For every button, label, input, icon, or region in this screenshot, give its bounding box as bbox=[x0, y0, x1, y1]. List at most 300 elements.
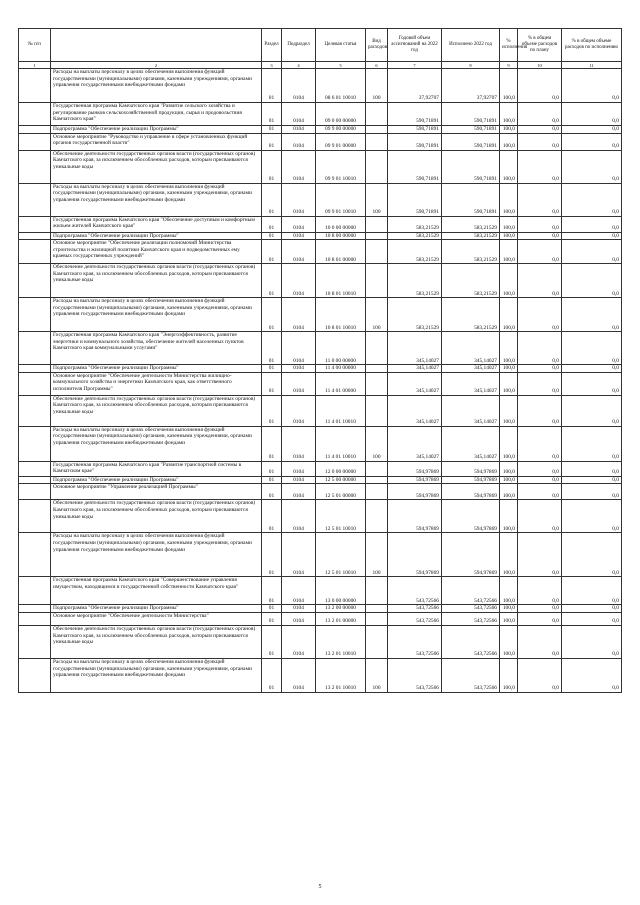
execution-percent-cell: 100,0 bbox=[500, 133, 518, 150]
target-article-cell: 11 4 01 10010 bbox=[316, 395, 366, 426]
share-executed-cell: 0,0 bbox=[562, 103, 622, 126]
budget-table bbox=[18, 28, 622, 693]
execution-percent-cell: 100,0 bbox=[500, 426, 518, 461]
execution-percent-cell: 100,0 bbox=[500, 395, 518, 426]
share-executed-cell: 0,0 bbox=[562, 395, 622, 426]
item-name-cell: Основное мероприятие "Управление реализацией Программы" bbox=[51, 484, 262, 500]
section-cell: 01 bbox=[262, 133, 282, 150]
row-index-cell bbox=[19, 625, 51, 658]
row-index-cell bbox=[19, 126, 51, 134]
row-index-cell bbox=[19, 533, 51, 577]
share-plan-cell: 0,0 bbox=[518, 533, 562, 577]
share-executed-cell: 0,0 bbox=[562, 126, 622, 134]
target-article-cell: 13 2 01 10010 bbox=[316, 658, 366, 692]
column-number: 3 bbox=[262, 62, 282, 69]
share-executed-cell: 0,0 bbox=[562, 484, 622, 500]
header-cell: Годовой объем ассигнований на 2022 год bbox=[388, 29, 442, 62]
subsection-cell: 0104 bbox=[282, 69, 316, 103]
expense-type-cell bbox=[366, 612, 388, 625]
section-cell: 01 bbox=[262, 461, 282, 476]
item-name-cell: Расходы на выплаты персоналу в целях обеспечения выполнения функций государственными (муниципальными) органами, казенными учреждениями, органами управления государственными внебюджетными фондами bbox=[51, 658, 262, 692]
annual-plan-cell: 590,71891 bbox=[388, 126, 442, 134]
share-executed-cell: 0,0 bbox=[562, 612, 622, 625]
share-plan-cell: 0,0 bbox=[518, 658, 562, 692]
subsection-cell: 0104 bbox=[282, 605, 316, 613]
table-row bbox=[19, 264, 622, 298]
execution-percent-cell: 100,0 bbox=[500, 332, 518, 365]
item-name-cell: Расходы на выплаты персоналу в целях обеспечения выполнения функций государственными (муниципальными) органами, казенными учреждениями, органами управления государственными внебюджетными фондами bbox=[51, 69, 262, 103]
table-row bbox=[19, 500, 622, 533]
section-cell: 01 bbox=[262, 612, 282, 625]
execution-percent-cell: 100,0 bbox=[500, 69, 518, 103]
column-number: 6 bbox=[366, 62, 388, 69]
share-plan-cell: 0,0 bbox=[518, 126, 562, 134]
executed-cell: 590,71891 bbox=[442, 126, 500, 134]
expense-type-cell bbox=[366, 150, 388, 183]
executed-cell: 583,21529 bbox=[442, 298, 500, 332]
subsection-cell: 0104 bbox=[282, 216, 316, 232]
subsection-cell: 0104 bbox=[282, 372, 316, 395]
share-executed-cell: 0,0 bbox=[562, 533, 622, 577]
share-executed-cell: 0,0 bbox=[562, 240, 622, 264]
row-index-cell bbox=[19, 133, 51, 150]
table-row bbox=[19, 365, 622, 373]
table-row bbox=[19, 232, 622, 240]
subsection-cell: 0104 bbox=[282, 395, 316, 426]
share-executed-cell: 0,0 bbox=[562, 605, 622, 613]
table-row bbox=[19, 426, 622, 461]
item-name-cell: Государственная программа Камчатского края "Обеспечение доступным и комфортным жильем жителей Камчатского края" bbox=[51, 216, 262, 232]
table-row bbox=[19, 395, 622, 426]
item-name-cell: Основное мероприятие "Обеспечение деятельности Министерства" bbox=[51, 612, 262, 625]
item-name-cell: Государственная программа Камчатского края "Развитие транспортной системы в Камчатском крае" bbox=[51, 461, 262, 476]
row-index-cell bbox=[19, 298, 51, 332]
row-index-cell bbox=[19, 150, 51, 183]
table-row bbox=[19, 298, 622, 332]
share-executed-cell: 0,0 bbox=[562, 365, 622, 373]
executed-cell: 345,14027 bbox=[442, 372, 500, 395]
share-executed-cell: 0,0 bbox=[562, 577, 622, 605]
header-cell: Подраздел bbox=[282, 29, 316, 62]
section-cell: 01 bbox=[262, 500, 282, 533]
annual-plan-cell: 583,21529 bbox=[388, 216, 442, 232]
executed-cell: 590,71891 bbox=[442, 103, 500, 126]
table-row bbox=[19, 103, 622, 126]
share-plan-cell: 0,0 bbox=[518, 605, 562, 613]
expense-type-cell: 100 bbox=[366, 426, 388, 461]
share-plan-cell: 0,0 bbox=[518, 216, 562, 232]
header-cell: № п/п bbox=[19, 29, 51, 62]
share-executed-cell: 0,0 bbox=[562, 372, 622, 395]
expense-type-cell bbox=[366, 126, 388, 134]
section-cell: 01 bbox=[262, 183, 282, 216]
section-cell: 01 bbox=[262, 240, 282, 264]
annual-plan-cell: 594,97869 bbox=[388, 461, 442, 476]
annual-plan-cell: 543,72566 bbox=[388, 625, 442, 658]
column-number: 5 bbox=[316, 62, 366, 69]
expense-type-cell bbox=[366, 476, 388, 484]
row-index-cell bbox=[19, 476, 51, 484]
column-number: 1 bbox=[19, 62, 51, 69]
subsection-cell: 0104 bbox=[282, 133, 316, 150]
target-article-cell: 12 5 00 00000 bbox=[316, 476, 366, 484]
execution-percent-cell: 100,0 bbox=[500, 577, 518, 605]
row-index-cell bbox=[19, 461, 51, 476]
section-cell: 01 bbox=[262, 365, 282, 373]
share-executed-cell: 0,0 bbox=[562, 216, 622, 232]
table-row bbox=[19, 150, 622, 183]
target-article-cell: 10 8 01 10010 bbox=[316, 298, 366, 332]
item-name-cell: Расходы на выплаты персоналу в целях обеспечения выполнения функций государственными (муниципальными) органами, казенными учреждениями, органами управления государственными внебюджетными фондами bbox=[51, 298, 262, 332]
subsection-cell: 0104 bbox=[282, 298, 316, 332]
execution-percent-cell: 100,0 bbox=[500, 264, 518, 298]
row-index-cell bbox=[19, 103, 51, 126]
target-article-cell: 10 8 01 00000 bbox=[316, 240, 366, 264]
execution-percent-cell: 100,0 bbox=[500, 240, 518, 264]
subsection-cell: 0104 bbox=[282, 183, 316, 216]
target-article-cell: 12 5 01 10010 bbox=[316, 500, 366, 533]
subsection-cell: 0104 bbox=[282, 612, 316, 625]
share-executed-cell: 0,0 bbox=[562, 461, 622, 476]
execution-percent-cell: 100,0 bbox=[500, 183, 518, 216]
execution-percent-cell: 100,0 bbox=[500, 103, 518, 126]
header-cell: Раздел bbox=[262, 29, 282, 62]
subsection-cell: 0104 bbox=[282, 577, 316, 605]
expense-type-cell bbox=[366, 365, 388, 373]
share-executed-cell: 0,0 bbox=[562, 476, 622, 484]
item-name-cell: Расходы на выплаты персоналу в целях обеспечения выполнения функций государственными (муниципальными) органами, казенными учреждениями, органами управления государственными внебюджетными фондами bbox=[51, 533, 262, 577]
execution-percent-cell: 100,0 bbox=[500, 476, 518, 484]
subsection-cell: 0104 bbox=[282, 533, 316, 577]
table-row bbox=[19, 533, 622, 577]
annual-plan-cell: 583,21529 bbox=[388, 264, 442, 298]
item-name-cell: Обеспечение деятельности государственных органов власти (государственных органов) Камчатского края, за исключением обособленных расходов, которым присваиваются уникальные коды bbox=[51, 395, 262, 426]
table-row bbox=[19, 461, 622, 476]
annual-plan-cell: 345,14027 bbox=[388, 365, 442, 373]
column-number: 8 bbox=[442, 62, 500, 69]
section-cell: 01 bbox=[262, 372, 282, 395]
column-number: 9 bbox=[500, 62, 518, 69]
share-executed-cell: 0,0 bbox=[562, 183, 622, 216]
execution-percent-cell: 100,0 bbox=[500, 150, 518, 183]
expense-type-cell bbox=[366, 332, 388, 365]
share-executed-cell: 0,0 bbox=[562, 500, 622, 533]
executed-cell: 543,72566 bbox=[442, 577, 500, 605]
row-index-cell bbox=[19, 264, 51, 298]
table-row bbox=[19, 612, 622, 625]
row-index-cell bbox=[19, 395, 51, 426]
executed-cell: 583,21529 bbox=[442, 240, 500, 264]
expense-type-cell: 100 bbox=[366, 658, 388, 692]
target-article-cell: 08 6 01 10010 bbox=[316, 69, 366, 103]
table-row bbox=[19, 476, 622, 484]
share-plan-cell: 0,0 bbox=[518, 484, 562, 500]
table-header-row bbox=[19, 29, 622, 62]
subsection-cell: 0104 bbox=[282, 476, 316, 484]
subsection-cell: 0104 bbox=[282, 500, 316, 533]
table-row bbox=[19, 484, 622, 500]
row-index-cell bbox=[19, 365, 51, 373]
target-article-cell: 13 2 01 10010 bbox=[316, 625, 366, 658]
item-name-cell: Основное мероприятие "Руководство и управление в сфере установленных функций органов государственной власти" bbox=[51, 133, 262, 150]
executed-cell: 583,21529 bbox=[442, 264, 500, 298]
subsection-cell: 0104 bbox=[282, 625, 316, 658]
annual-plan-cell: 594,97869 bbox=[388, 500, 442, 533]
share-plan-cell: 0,0 bbox=[518, 612, 562, 625]
target-article-cell: 13 2 00 00000 bbox=[316, 605, 366, 613]
target-article-cell: 09 9 01 10010 bbox=[316, 150, 366, 183]
subsection-cell: 0104 bbox=[282, 332, 316, 365]
annual-plan-cell: 583,21529 bbox=[388, 298, 442, 332]
annual-plan-cell: 543,72566 bbox=[388, 605, 442, 613]
target-article-cell: 09 9 01 00000 bbox=[316, 133, 366, 150]
target-article-cell: 11 4 00 00000 bbox=[316, 365, 366, 373]
expense-type-cell bbox=[366, 216, 388, 232]
row-index-cell bbox=[19, 426, 51, 461]
header-cell: Вид расходов bbox=[366, 29, 388, 62]
annual-plan-cell: 594,97869 bbox=[388, 533, 442, 577]
execution-percent-cell: 100,0 bbox=[500, 298, 518, 332]
row-index-cell bbox=[19, 332, 51, 365]
share-executed-cell: 0,0 bbox=[562, 332, 622, 365]
share-plan-cell: 0,0 bbox=[518, 395, 562, 426]
table-row bbox=[19, 605, 622, 613]
item-name-cell: Обеспечение деятельности государственных органов власти (государственных органов) Камчатского края, за исключением обособленных расходов, которым присваиваются уникальные коды bbox=[51, 625, 262, 658]
row-index-cell bbox=[19, 484, 51, 500]
header-cell bbox=[51, 29, 262, 62]
execution-percent-cell: 100,0 bbox=[500, 605, 518, 613]
section-cell: 01 bbox=[262, 264, 282, 298]
expense-type-cell bbox=[366, 232, 388, 240]
expense-type-cell bbox=[366, 500, 388, 533]
expense-type-cell bbox=[366, 484, 388, 500]
subsection-cell: 0104 bbox=[282, 484, 316, 500]
target-article-cell: 11 4 01 00000 bbox=[316, 372, 366, 395]
annual-plan-cell: 543,72566 bbox=[388, 658, 442, 692]
share-executed-cell: 0,0 bbox=[562, 264, 622, 298]
subsection-cell: 0104 bbox=[282, 264, 316, 298]
execution-percent-cell: 100,0 bbox=[500, 126, 518, 134]
execution-percent-cell: 100,0 bbox=[500, 625, 518, 658]
annual-plan-cell: 543,72566 bbox=[388, 612, 442, 625]
subsection-cell: 0104 bbox=[282, 365, 316, 373]
section-cell: 01 bbox=[262, 395, 282, 426]
subsection-cell: 0104 bbox=[282, 240, 316, 264]
share-executed-cell: 0,0 bbox=[562, 150, 622, 183]
expense-type-cell: 100 bbox=[366, 183, 388, 216]
item-name-cell: Основное мероприятие "Обеспечение деятельности Министерства жилищно-коммунального хозяйства и энергетики Камчатского края, как ответственного исполнителя Программы" bbox=[51, 372, 262, 395]
share-executed-cell: 0,0 bbox=[562, 625, 622, 658]
item-name-cell: Обеспечение деятельности государственных органов власти (государственных органов) Камчатского края, за исключением обособленных расходов, которым присваиваются уникальные коды bbox=[51, 150, 262, 183]
item-name-cell: Государственная программа Камчатского края "Энергоэффективность, развитие энергетики и коммунального хозяйства, обеспечение жителей населенных пунктов Камчатского края коммунальными услугами" bbox=[51, 332, 262, 365]
executed-cell: 590,71891 bbox=[442, 183, 500, 216]
item-name-cell: Расходы на выплаты персоналу в целях обеспечения выполнения функций государственными (муниципальными) органами, казенными учреждениями, органами управления государственными внебюджетными фондами bbox=[51, 183, 262, 216]
annual-plan-cell: 37,92707 bbox=[388, 69, 442, 103]
expense-type-cell bbox=[366, 625, 388, 658]
target-article-cell: 09 9 00 00000 bbox=[316, 126, 366, 134]
item-name-cell: Обеспечение деятельности государственных органов власти (государственных органов) Камчатского края, за исключением обособленных расходов, которым присваиваются уникальные коды bbox=[51, 264, 262, 298]
expense-type-cell bbox=[366, 395, 388, 426]
annual-plan-cell: 590,71891 bbox=[388, 150, 442, 183]
executed-cell: 543,72566 bbox=[442, 612, 500, 625]
item-name-cell: Подпрограмма "Обеспечение реализации Программы" bbox=[51, 126, 262, 134]
share-plan-cell: 0,0 bbox=[518, 232, 562, 240]
target-article-cell: 09 0 00 00000 bbox=[316, 103, 366, 126]
table-row bbox=[19, 126, 622, 134]
expense-type-cell bbox=[366, 605, 388, 613]
executed-cell: 583,21529 bbox=[442, 232, 500, 240]
executed-cell: 594,97869 bbox=[442, 500, 500, 533]
target-article-cell: 10 8 00 00000 bbox=[316, 232, 366, 240]
table-row bbox=[19, 372, 622, 395]
column-number: 7 bbox=[388, 62, 442, 69]
subsection-cell: 0104 bbox=[282, 232, 316, 240]
table-row bbox=[19, 133, 622, 150]
item-name-cell: Основное мероприятие "Обеспечение реализации полномочий Министерства строительства и жилищной политики Камчатского края и подведомственных ему краевых государственных учреждений" bbox=[51, 240, 262, 264]
share-plan-cell: 0,0 bbox=[518, 298, 562, 332]
share-plan-cell: 0,0 bbox=[518, 577, 562, 605]
target-article-cell: 13 0 00 00000 bbox=[316, 577, 366, 605]
execution-percent-cell: 100,0 bbox=[500, 232, 518, 240]
subsection-cell: 0104 bbox=[282, 658, 316, 692]
table-row bbox=[19, 240, 622, 264]
section-cell: 01 bbox=[262, 484, 282, 500]
share-plan-cell: 0,0 bbox=[518, 133, 562, 150]
annual-plan-cell: 590,71891 bbox=[388, 103, 442, 126]
item-name-cell: Подпрограмма "Обеспечение реализации Программы" bbox=[51, 476, 262, 484]
section-cell: 01 bbox=[262, 126, 282, 134]
executed-cell: 594,97869 bbox=[442, 484, 500, 500]
section-cell: 01 bbox=[262, 69, 282, 103]
table-row bbox=[19, 332, 622, 365]
item-name-cell: Обеспечение деятельности государственных органов власти (государственных органов) Камчатского края, за исключением обособленных расходов, которым присваиваются уникальные коды bbox=[51, 500, 262, 533]
executed-cell: 590,71891 bbox=[442, 150, 500, 183]
executed-cell: 594,97869 bbox=[442, 533, 500, 577]
execution-percent-cell: 100,0 bbox=[500, 484, 518, 500]
executed-cell: 345,14027 bbox=[442, 395, 500, 426]
execution-percent-cell: 100,0 bbox=[500, 533, 518, 577]
target-article-cell: 12 0 00 00000 bbox=[316, 461, 366, 476]
execution-percent-cell: 100,0 bbox=[500, 658, 518, 692]
section-cell: 01 bbox=[262, 298, 282, 332]
executed-cell: 345,14027 bbox=[442, 426, 500, 461]
annual-plan-cell: 590,71891 bbox=[388, 183, 442, 216]
row-index-cell bbox=[19, 612, 51, 625]
section-cell: 01 bbox=[262, 605, 282, 613]
execution-percent-cell: 100,0 bbox=[500, 612, 518, 625]
row-index-cell bbox=[19, 232, 51, 240]
share-plan-cell: 0,0 bbox=[518, 332, 562, 365]
section-cell: 01 bbox=[262, 426, 282, 461]
execution-percent-cell: 100,0 bbox=[500, 372, 518, 395]
subsection-cell: 0104 bbox=[282, 461, 316, 476]
expense-type-cell bbox=[366, 372, 388, 395]
header-cell: % исполнения bbox=[500, 29, 518, 62]
row-index-cell bbox=[19, 216, 51, 232]
item-name-cell: Расходы на выплаты персоналу в целях обеспечения выполнения функций государственными (муниципальными) органами, казенными учреждениями, органами управления государственными внебюджетными фондами bbox=[51, 426, 262, 461]
expense-type-cell bbox=[366, 133, 388, 150]
section-cell: 01 bbox=[262, 232, 282, 240]
share-plan-cell: 0,0 bbox=[518, 476, 562, 484]
section-cell: 01 bbox=[262, 216, 282, 232]
row-index-cell bbox=[19, 183, 51, 216]
subsection-cell: 0104 bbox=[282, 103, 316, 126]
execution-percent-cell: 100,0 bbox=[500, 461, 518, 476]
column-number: 2 bbox=[51, 62, 262, 69]
target-article-cell: 11 0 00 00000 bbox=[316, 332, 366, 365]
header-cell: % в общем объеме расходов по исполнению bbox=[562, 29, 622, 62]
share-plan-cell: 0,0 bbox=[518, 426, 562, 461]
column-number: 11 bbox=[562, 62, 622, 69]
item-name-cell: Подпрограмма "Обеспечение реализации Программы" bbox=[51, 365, 262, 373]
share-executed-cell: 0,0 bbox=[562, 426, 622, 461]
share-plan-cell: 0,0 bbox=[518, 150, 562, 183]
subsection-cell: 0104 bbox=[282, 426, 316, 461]
section-cell: 01 bbox=[262, 150, 282, 183]
expense-type-cell: 100 bbox=[366, 533, 388, 577]
executed-cell: 543,72566 bbox=[442, 658, 500, 692]
share-executed-cell: 0,0 bbox=[562, 658, 622, 692]
share-plan-cell: 0,0 bbox=[518, 461, 562, 476]
annual-plan-cell: 583,21529 bbox=[388, 240, 442, 264]
section-cell: 01 bbox=[262, 332, 282, 365]
page-number: 5 bbox=[318, 884, 322, 890]
table-row bbox=[19, 69, 622, 103]
share-plan-cell: 0,0 bbox=[518, 264, 562, 298]
execution-percent-cell: 100,0 bbox=[500, 500, 518, 533]
column-number: 10 bbox=[518, 62, 562, 69]
section-cell: 01 bbox=[262, 625, 282, 658]
section-cell: 01 bbox=[262, 577, 282, 605]
executed-cell: 543,72566 bbox=[442, 625, 500, 658]
subsection-cell: 0104 bbox=[282, 126, 316, 134]
share-plan-cell: 0,0 bbox=[518, 240, 562, 264]
annual-plan-cell: 583,21529 bbox=[388, 232, 442, 240]
share-plan-cell: 0,0 bbox=[518, 625, 562, 658]
executed-cell: 594,97869 bbox=[442, 461, 500, 476]
share-plan-cell: 0,0 bbox=[518, 365, 562, 373]
item-name-cell: Государственная программа Камчатского края "Развитие сельского хозяйства и регулирование рынков сельскохозяйственной продукции, сырья и продовольствия Камчатского края" bbox=[51, 103, 262, 126]
executed-cell: 37,92707 bbox=[442, 69, 500, 103]
table-row bbox=[19, 658, 622, 692]
section-cell: 01 bbox=[262, 533, 282, 577]
table-row bbox=[19, 216, 622, 232]
subsection-cell: 0104 bbox=[282, 150, 316, 183]
expense-type-cell bbox=[366, 264, 388, 298]
share-executed-cell: 0,0 bbox=[562, 133, 622, 150]
annual-plan-cell: 594,97869 bbox=[388, 484, 442, 500]
item-name-cell: Подпрограмма "Обеспечение реализации Программы" bbox=[51, 605, 262, 613]
expense-type-cell bbox=[366, 103, 388, 126]
expense-type-cell bbox=[366, 577, 388, 605]
row-index-cell bbox=[19, 605, 51, 613]
target-article-cell: 13 2 01 00000 bbox=[316, 612, 366, 625]
share-plan-cell: 0,0 bbox=[518, 500, 562, 533]
section-cell: 01 bbox=[262, 658, 282, 692]
header-cell: Целевая статья bbox=[316, 29, 366, 62]
table-body bbox=[19, 69, 622, 693]
share-plan-cell: 0,0 bbox=[518, 103, 562, 126]
expense-type-cell bbox=[366, 461, 388, 476]
row-index-cell bbox=[19, 372, 51, 395]
share-plan-cell: 0,0 bbox=[518, 183, 562, 216]
executed-cell: 590,71891 bbox=[442, 133, 500, 150]
table-row bbox=[19, 577, 622, 605]
share-executed-cell: 0,0 bbox=[562, 298, 622, 332]
section-cell: 01 bbox=[262, 103, 282, 126]
annual-plan-cell: 345,14027 bbox=[388, 426, 442, 461]
execution-percent-cell: 100,0 bbox=[500, 216, 518, 232]
